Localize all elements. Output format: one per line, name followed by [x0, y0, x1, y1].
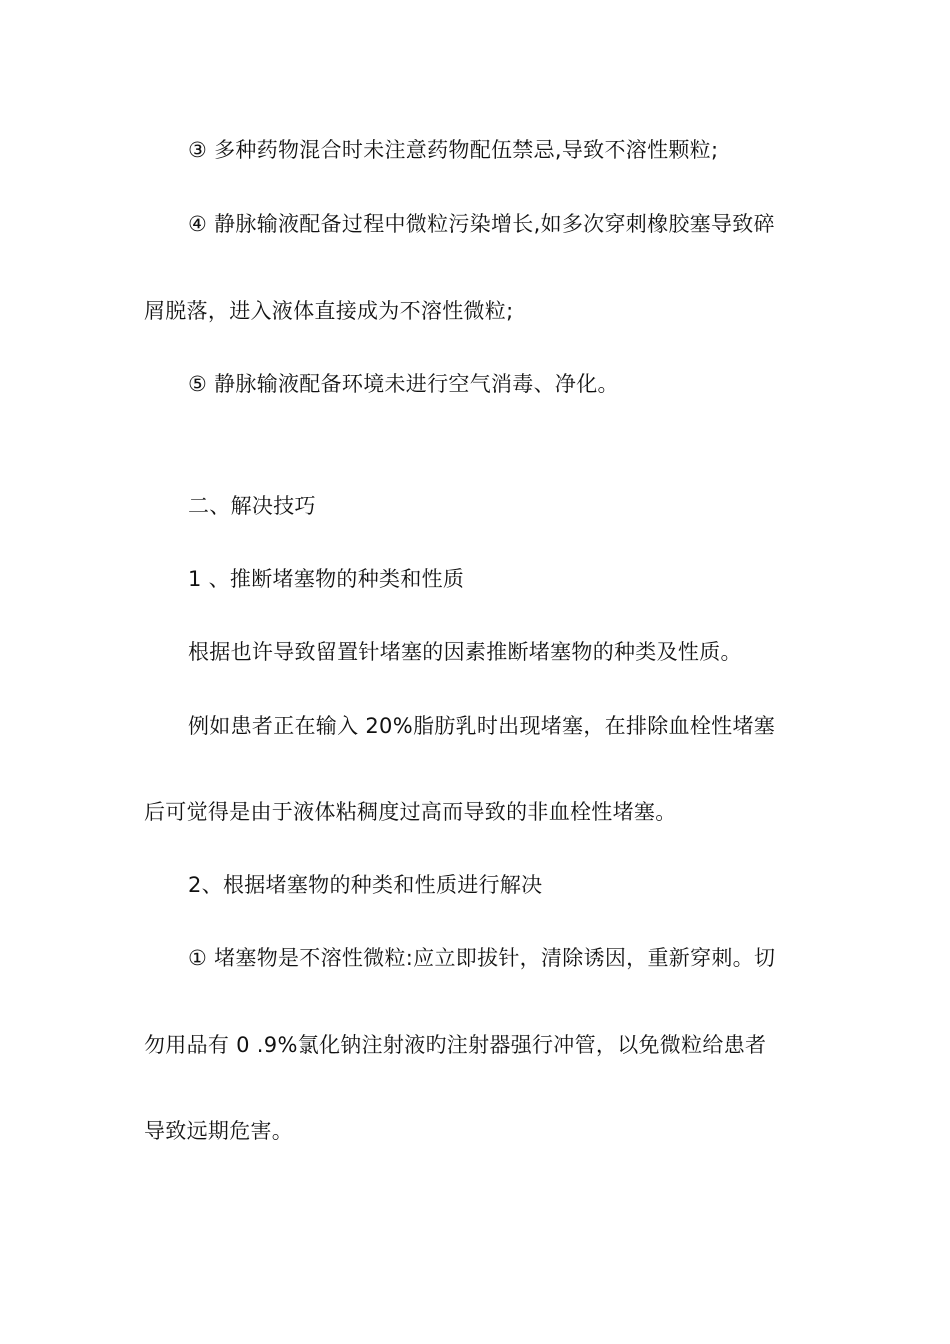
paragraph-example-line-1: 例如患者正在输入 20%脂肪乳时出现堵塞，在排除血栓性堵塞	[188, 714, 776, 738]
section-heading-solutions: 二、解决技巧	[188, 494, 316, 518]
paragraph-cause-4-line-1: ④ 静脉输液配备过程中微粒污染增长,如多次穿刺橡胶塞导致碎	[188, 212, 775, 236]
paragraph-solution-1-line-1: ① 堵塞物是不溶性微粒:应立即拔针，清除诱因，重新穿刺。切	[188, 946, 776, 970]
paragraph-solution-1-line-2: 勿用品有 0 .9%氯化钠注射液旳注射器强行冲管，以免微粒给患者	[144, 1033, 767, 1057]
paragraph-solution-1-line-3: 导致远期危害。	[144, 1119, 294, 1143]
subheading-1: 1 、推断堵塞物的种类和性质	[188, 567, 465, 591]
paragraph-example-line-2: 后可觉得是由于液体粘稠度过高而导致的非血栓性堵塞。	[144, 800, 677, 824]
paragraph-cause-5: ⑤ 静脉输液配备环境未进行空气消毒、净化。	[188, 372, 619, 396]
paragraph-cause-3: ③ 多种药物混合时未注意药物配伍禁忌,导致不溶性颗粒;	[188, 138, 719, 162]
paragraph-judge-type: 根据也许导致留置针堵塞的因素推断堵塞物的种类及性质。	[188, 640, 742, 664]
paragraph-cause-4-line-2: 屑脱落，进入液体直接成为不溶性微粒;	[144, 299, 514, 323]
subheading-2: 2、根据堵塞物的种类和性质进行解决	[188, 873, 543, 897]
